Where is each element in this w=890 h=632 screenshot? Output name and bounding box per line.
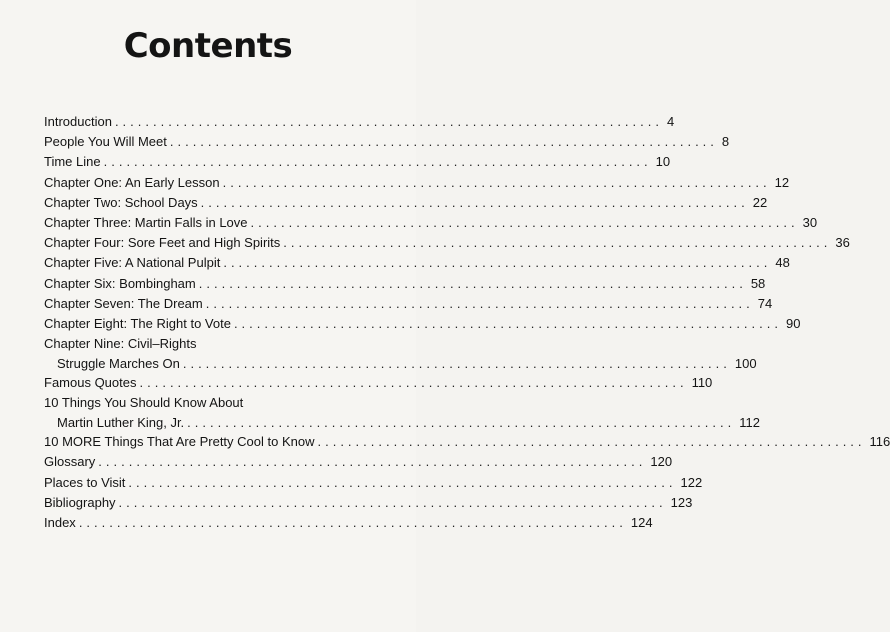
dot-leader: ........................................................................ [187, 414, 736, 430]
toc-label: Chapter One: An Early Lesson [44, 174, 220, 190]
toc-page: 36 [835, 235, 850, 251]
toc-label: Chapter Six: Bombingham [44, 275, 196, 291]
toc-page: 100 [734, 355, 757, 371]
toc-entry[interactable] [44, 274, 766, 294]
dot-leader: ........................................................................ [200, 194, 749, 210]
toc-label-continued: Martin Luther King, Jr. [57, 414, 185, 430]
dot-leader: ........................................................................ [182, 355, 731, 371]
toc-label: Chapter Four: Sore Feet and High Spirits [44, 235, 281, 251]
dot-leader: ........................................................................ [250, 214, 799, 230]
dot-leader: ........................................................................ [128, 474, 677, 490]
toc-entry[interactable] [44, 294, 773, 314]
toc-label-continued: Struggle Marches On [57, 355, 180, 371]
dot-leader: ........................................................................ [222, 174, 771, 190]
toc-entry[interactable] [44, 152, 671, 172]
toc-page: 120 [650, 454, 673, 470]
toc-page: 74 [757, 295, 773, 311]
toc-page: 22 [752, 194, 768, 210]
toc-label: Places to Visit [44, 474, 126, 490]
toc-label: People You Will Meet [44, 134, 167, 150]
dot-leader: ........................................................................ [223, 255, 772, 271]
toc-page: 10 [655, 154, 671, 170]
toc-label: Chapter Nine: Civil–Rights [44, 336, 197, 352]
dot-leader: ........................................................................ [114, 114, 663, 129]
toc-page: 4 [667, 114, 675, 129]
toc-label: Chapter Eight: The Right to Vote [44, 315, 231, 331]
toc-entry[interactable] [44, 112, 675, 132]
toc-entry[interactable] [44, 452, 673, 472]
toc-page: 116 [869, 434, 890, 450]
toc-page: 110 [691, 375, 713, 391]
toc-label: 10 MORE Things That Are Pretty Cool to Know [44, 434, 315, 450]
toc-entry[interactable] [44, 334, 757, 373]
dot-leader: ........................................................................ [283, 235, 832, 251]
toc-entry[interactable] [44, 132, 730, 152]
toc-page: 112 [739, 414, 760, 430]
dot-leader: ........................................................................ [198, 275, 747, 291]
toc-entry[interactable] [44, 432, 890, 452]
toc-entry[interactable] [44, 253, 790, 273]
toc-entry[interactable] [44, 233, 850, 253]
toc-page: 58 [750, 275, 766, 291]
table-of-contents [44, 112, 890, 533]
toc-label: Chapter Five: A National Pulpit [44, 255, 221, 271]
page-title: Contents [123, 26, 293, 66]
toc-page: 12 [774, 174, 790, 190]
dot-leader: ........................................................................ [78, 515, 627, 530]
toc-page: 122 [680, 474, 703, 490]
dot-leader: ........................................................................ [205, 295, 754, 311]
toc-page: 8 [721, 134, 730, 150]
toc-entry[interactable] [44, 373, 713, 393]
toc-label: Bibliography [44, 494, 116, 510]
toc-page: 124 [630, 515, 653, 530]
dot-leader: ........................................................................ [169, 134, 718, 150]
toc-entry[interactable] [44, 493, 693, 513]
toc-label: Time Line [44, 154, 101, 170]
toc-entry[interactable] [44, 314, 801, 334]
toc-label: Glossary [44, 454, 96, 470]
toc-entry[interactable] [44, 193, 768, 213]
toc-label: Index [44, 515, 76, 530]
toc-page: 90 [786, 315, 801, 331]
toc-entry[interactable] [44, 393, 760, 432]
toc-page: 48 [775, 255, 790, 271]
toc-label: Chapter Three: Martin Falls in Love [44, 214, 248, 230]
dot-leader: ........................................................................ [317, 434, 866, 450]
toc-page: 30 [802, 214, 818, 230]
toc-entry[interactable] [44, 513, 653, 533]
toc-label: Introduction [44, 114, 112, 129]
toc-label: Chapter Two: School Days [44, 194, 198, 210]
toc-label: Chapter Seven: The Dream [44, 295, 203, 311]
dot-leader: ........................................................................ [103, 154, 652, 170]
toc-entry[interactable] [44, 473, 703, 493]
dot-leader: ........................................................................ [139, 375, 688, 391]
toc-page: 123 [670, 494, 693, 510]
toc-entry[interactable] [44, 213, 818, 233]
dot-leader: ........................................................................ [98, 454, 647, 470]
toc-entry[interactable] [44, 173, 790, 193]
dot-leader: ........................................................................ [118, 494, 667, 510]
toc-label: Famous Quotes [44, 375, 137, 391]
dot-leader: ........................................................................ [233, 315, 782, 331]
toc-label: 10 Things You Should Know About [44, 395, 244, 411]
